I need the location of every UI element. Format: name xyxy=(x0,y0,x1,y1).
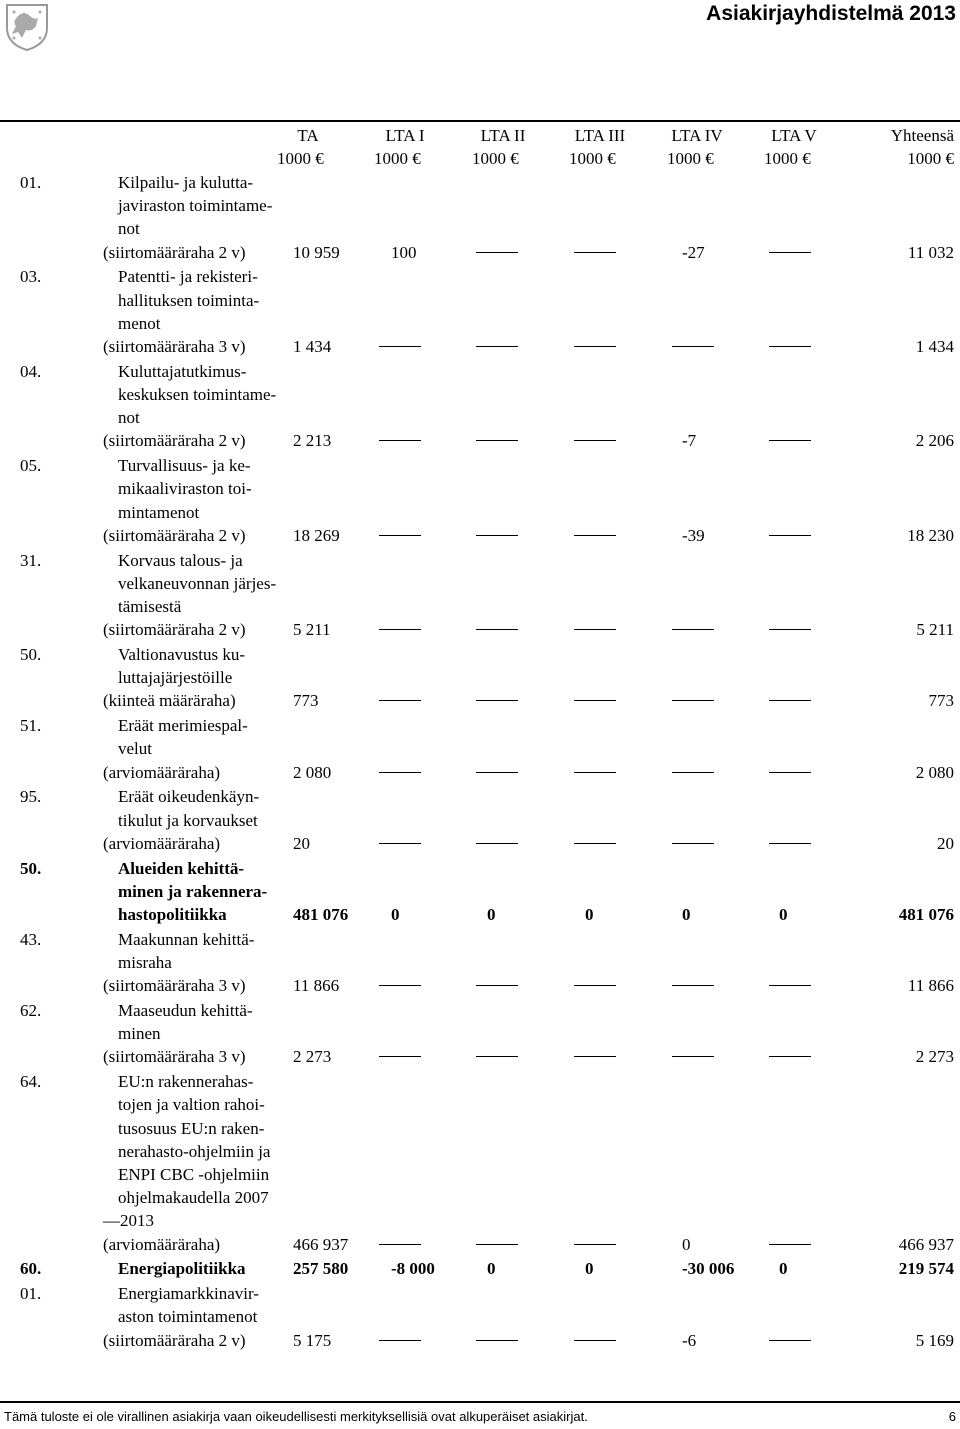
empty-value-dash xyxy=(574,1056,616,1057)
row-label-line: minen ja rakennera- xyxy=(118,881,268,901)
row-label-line: Eräät oikeudenkäyn- xyxy=(118,787,260,807)
value-cell: 0 xyxy=(779,1259,788,1279)
value-cell: 0 xyxy=(585,1259,594,1279)
row-label-line: Eräät merimiespal- xyxy=(118,716,248,736)
empty-value-dash xyxy=(769,700,811,701)
empty-value-dash xyxy=(672,629,714,630)
empty-value-dash xyxy=(672,843,714,844)
column-unit: 1000 € xyxy=(472,149,519,168)
empty-value-dash xyxy=(476,1244,518,1245)
row-label-line: hastopolitiikka xyxy=(118,905,227,924)
row-number: 51. xyxy=(20,716,42,736)
empty-value-dash xyxy=(769,1244,811,1245)
value-total: 219 574 xyxy=(898,1259,954,1279)
value-cell: 2 213 xyxy=(293,431,332,451)
empty-value-dash xyxy=(476,700,518,701)
value-cell: 0 xyxy=(391,905,400,924)
document-title: Asiakirjayhdistelmä 2013 xyxy=(706,2,956,25)
footer-disclaimer: Tämä tuloste ei ole virallinen asiakirja vaan oikeudellisesti merkityksellisiä ovat alkuperäiset asiakirjat. xyxy=(4,1409,588,1424)
row-label-line: mintamenot xyxy=(118,502,200,522)
empty-value-dash xyxy=(574,985,616,986)
empty-value-dash xyxy=(379,346,421,347)
empty-value-dash xyxy=(574,535,616,536)
value-total: 11 866 xyxy=(907,976,954,996)
row-label-line: (siirtomääräraha 3 v) xyxy=(103,976,246,996)
row-label-line: (siirtomääräraha 2 v) xyxy=(103,242,246,262)
row-label-line: misraha xyxy=(118,953,172,972)
footer-rule xyxy=(0,1401,960,1403)
empty-value-dash xyxy=(379,629,421,630)
row-label-line: tikulut ja korvaukset xyxy=(118,810,258,830)
value-cell: -27 xyxy=(682,242,705,262)
empty-value-dash xyxy=(379,440,421,441)
value-cell: 11 866 xyxy=(293,976,340,996)
empty-value-dash xyxy=(672,985,714,986)
column-unit: 1000 € xyxy=(374,149,421,168)
row-label-line: (kiinteä määräraha) xyxy=(103,691,236,711)
empty-value-dash xyxy=(769,985,811,986)
value-cell: 773 xyxy=(293,691,319,711)
empty-value-dash xyxy=(476,346,518,347)
value-cell: 0 xyxy=(682,1234,691,1254)
value-cell: -6 xyxy=(682,1330,697,1350)
value-cell: 257 580 xyxy=(293,1259,349,1279)
page-number: 6 xyxy=(948,1409,956,1424)
row-label-line: nerahasto-ohjelmiin ja xyxy=(118,1141,271,1161)
row-label-line: —2013 xyxy=(103,1211,154,1231)
row-label-line: Maakunnan kehittä- xyxy=(118,929,255,949)
row-label-line: minen xyxy=(118,1024,161,1044)
row-number: 62. xyxy=(20,1001,42,1020)
empty-value-dash xyxy=(769,346,811,347)
empty-value-dash xyxy=(574,1244,616,1245)
row-label-line: javiraston toimintame- xyxy=(118,196,273,216)
row-number: 04. xyxy=(20,361,42,381)
row-number: 31. xyxy=(20,550,42,570)
empty-value-dash xyxy=(379,843,421,844)
row-label-line: (siirtomääräraha 2 v) xyxy=(103,1330,246,1350)
row-label-line: Patentti- ja rekisteri- xyxy=(118,267,258,287)
empty-value-dash xyxy=(769,535,811,536)
value-cell: -8 000 xyxy=(391,1259,435,1279)
row-label-line: Energiapolitiikka xyxy=(118,1259,246,1279)
header-rule xyxy=(0,120,960,122)
value-cell: 0 xyxy=(585,905,594,924)
value-cell: 18 269 xyxy=(293,525,340,545)
value-total: 481 076 xyxy=(898,905,954,924)
row-label-line: Valtionavustus ku- xyxy=(118,645,246,664)
empty-value-dash xyxy=(672,346,714,347)
empty-value-dash xyxy=(574,252,616,253)
row-label-line: ohjelmakaudella 2007 xyxy=(118,1188,269,1208)
column-header-lta-iv: LTA IV xyxy=(671,126,723,145)
value-cell: -30 006 xyxy=(682,1259,735,1279)
row-label-line: Maaseudun kehittä- xyxy=(118,1001,253,1020)
row-label-line: hallituksen toiminta- xyxy=(118,290,260,310)
empty-value-dash xyxy=(574,629,616,630)
value-total: 18 230 xyxy=(907,525,954,545)
row-label-line: (siirtomääräraha 3 v) xyxy=(103,337,246,356)
row-label-line: velkaneuvonnan järjes- xyxy=(118,573,277,593)
empty-value-dash xyxy=(476,772,518,773)
row-label-line: (siirtomääräraha 3 v) xyxy=(103,1047,246,1067)
column-header-total: Yhteensä xyxy=(890,126,954,145)
column-header-ta: TA xyxy=(297,126,319,145)
column-unit: 1000 € xyxy=(764,149,811,168)
empty-value-dash xyxy=(672,700,714,701)
row-label-line: not xyxy=(118,408,140,428)
row-label-line: Turvallisuus- ja ke- xyxy=(118,456,251,476)
empty-value-dash xyxy=(769,252,811,253)
value-total: 2 080 xyxy=(915,762,954,782)
value-cell: 5 211 xyxy=(293,620,331,640)
empty-value-dash xyxy=(769,772,811,773)
row-number: 50. xyxy=(20,858,42,878)
empty-value-dash xyxy=(574,700,616,701)
row-label-line: (arviomääräraha) xyxy=(103,833,221,853)
value-total: 20 xyxy=(937,833,954,853)
empty-value-dash xyxy=(379,985,421,986)
column-unit: 1000 € xyxy=(569,149,616,168)
empty-value-dash xyxy=(476,252,518,253)
value-cell: -7 xyxy=(682,431,697,451)
column-header-lta-ii: LTA II xyxy=(480,126,526,145)
empty-value-dash xyxy=(379,1056,421,1057)
value-cell: 0 xyxy=(487,905,496,924)
row-label-line: (siirtomääräraha 2 v) xyxy=(103,431,246,451)
row-label-line: (arviomääräraha) xyxy=(103,762,221,782)
row-label-line: keskuksen toimintame- xyxy=(118,385,277,404)
value-total: 11 032 xyxy=(907,242,954,262)
row-number: 05. xyxy=(20,456,42,476)
value-cell: 1 434 xyxy=(293,337,332,356)
value-cell: 10 959 xyxy=(293,242,340,262)
column-header-lta-v: LTA V xyxy=(771,126,817,145)
coat-of-arms-logo xyxy=(4,2,50,52)
row-number: 95. xyxy=(20,787,42,807)
empty-value-dash xyxy=(476,1056,518,1057)
row-number: 43. xyxy=(20,929,42,949)
empty-value-dash xyxy=(574,440,616,441)
row-number: 50. xyxy=(20,645,42,664)
empty-value-dash xyxy=(379,700,421,701)
value-cell: 100 xyxy=(391,242,417,262)
value-total: 466 937 xyxy=(898,1234,954,1254)
empty-value-dash xyxy=(476,985,518,986)
value-cell: 466 937 xyxy=(293,1234,349,1254)
column-unit: 1000 € xyxy=(907,149,954,168)
empty-value-dash xyxy=(769,629,811,630)
value-total: 773 xyxy=(928,691,954,711)
row-label-line: mikaaliviraston toi- xyxy=(118,479,252,499)
row-label-line: Energiamarkkinavir- xyxy=(118,1284,259,1304)
empty-value-dash xyxy=(672,1056,714,1057)
row-label-line: tämisestä xyxy=(118,597,182,616)
row-label-line: luttajajärjestöille xyxy=(118,668,233,688)
empty-value-dash xyxy=(574,346,616,347)
value-total: 2 206 xyxy=(915,431,954,451)
value-total: 1 434 xyxy=(915,337,954,356)
empty-value-dash xyxy=(476,843,518,844)
row-label-line: tusosuus EU:n raken- xyxy=(118,1118,265,1138)
value-cell: 0 xyxy=(682,905,691,924)
value-cell: 20 xyxy=(293,833,310,853)
empty-value-dash xyxy=(769,843,811,844)
row-label-line: not xyxy=(118,219,140,239)
row-label-line: ENPI CBC -ohjelmiin xyxy=(118,1165,270,1184)
row-label-line: tojen ja valtion rahoi- xyxy=(118,1095,265,1115)
column-unit: 1000 € xyxy=(277,149,324,168)
empty-value-dash xyxy=(574,772,616,773)
column-header-lta-i: LTA I xyxy=(385,126,425,145)
row-number: 01. xyxy=(20,1284,42,1304)
value-cell: 0 xyxy=(487,1259,496,1279)
value-total: 2 273 xyxy=(915,1047,954,1067)
row-number: 64. xyxy=(20,1072,42,1092)
empty-value-dash xyxy=(379,772,421,773)
value-cell: 481 076 xyxy=(293,905,349,924)
row-label-line: Kilpailu- ja kulutta- xyxy=(118,173,254,192)
empty-value-dash xyxy=(379,1340,421,1341)
row-label-line: velut xyxy=(118,739,152,759)
row-number: 01. xyxy=(20,173,42,192)
row-label-line: Korvaus talous- ja xyxy=(118,550,243,570)
row-label-line: (siirtomääräraha 2 v) xyxy=(103,620,246,640)
empty-value-dash xyxy=(574,843,616,844)
row-label-line: (siirtomääräraha 2 v) xyxy=(103,525,246,545)
value-total: 5 169 xyxy=(915,1330,954,1350)
row-label-line: aston toimintamenot xyxy=(118,1307,258,1327)
empty-value-dash xyxy=(476,535,518,536)
empty-value-dash xyxy=(476,440,518,441)
empty-value-dash xyxy=(769,1340,811,1341)
empty-value-dash xyxy=(769,1056,811,1057)
value-cell: 2 080 xyxy=(293,762,332,782)
row-number: 60. xyxy=(20,1259,42,1279)
row-label-line: menot xyxy=(118,313,161,333)
empty-value-dash xyxy=(476,629,518,630)
column-header-lta-iii: LTA III xyxy=(574,126,626,145)
row-number: 03. xyxy=(20,267,42,287)
row-label-line: Kuluttajatutkimus- xyxy=(118,361,247,381)
empty-value-dash xyxy=(476,1340,518,1341)
row-label-line: (arviomääräraha) xyxy=(103,1234,221,1254)
empty-value-dash xyxy=(672,772,714,773)
value-cell: 0 xyxy=(779,905,788,924)
empty-value-dash xyxy=(379,1244,421,1245)
value-total: 5 211 xyxy=(916,620,954,640)
column-unit: 1000 € xyxy=(667,149,714,168)
value-cell: -39 xyxy=(682,525,705,545)
value-cell: 5 175 xyxy=(293,1330,332,1350)
row-label-line: Alueiden kehittä- xyxy=(118,858,245,878)
value-cell: 2 273 xyxy=(293,1047,332,1067)
row-label-line: EU:n rakennerahas- xyxy=(118,1072,254,1092)
empty-value-dash xyxy=(379,535,421,536)
empty-value-dash xyxy=(574,1340,616,1341)
empty-value-dash xyxy=(769,440,811,441)
